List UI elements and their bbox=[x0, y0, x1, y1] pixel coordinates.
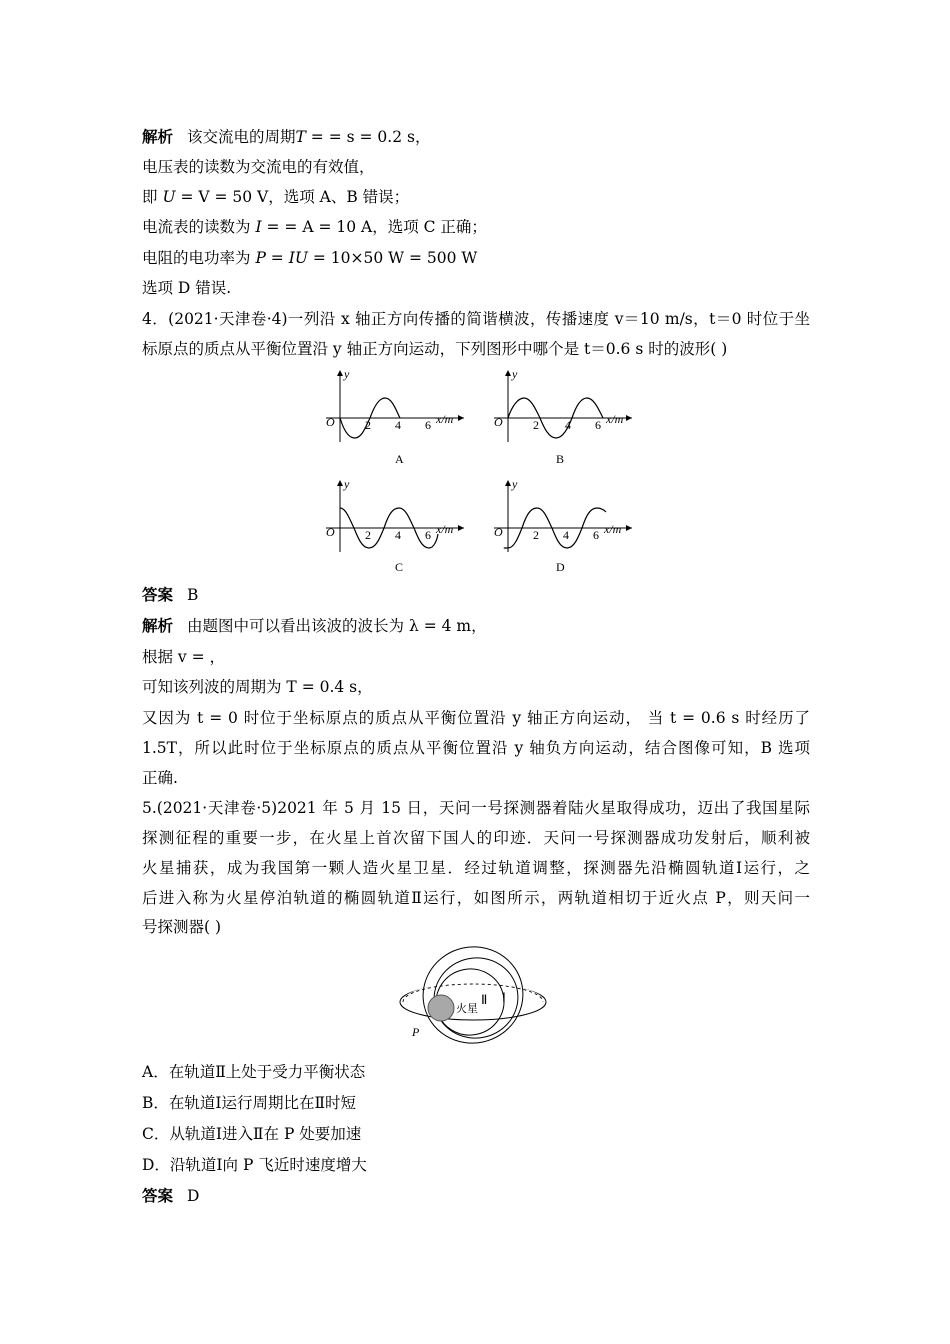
answer-label: 答案 bbox=[142, 1186, 174, 1205]
orbit-diagram bbox=[398, 940, 558, 1055]
l3-rest: = V = 50 V，选项 A、B 错误； bbox=[175, 188, 410, 206]
option-c: C．从轨道Ⅰ进入Ⅱ在 P 处要加速 bbox=[142, 1125, 362, 1143]
solution3-line6: 选项 D 错误. bbox=[142, 279, 232, 297]
origin-label: O bbox=[494, 415, 503, 429]
tick-label: 6 bbox=[593, 528, 599, 542]
option-b: B．在轨道Ⅰ运行周期比在Ⅱ时短 bbox=[142, 1094, 357, 1112]
wave-graph-b bbox=[486, 366, 636, 446]
solution3-text-rest: = = s = 0.2 s， bbox=[305, 128, 431, 146]
y-arrow bbox=[505, 370, 511, 376]
y-label: y bbox=[512, 477, 518, 491]
solution4-line3: 可知该列波的周期为 T = 0.4 s， bbox=[142, 678, 373, 696]
solution3-line3 bbox=[142, 187, 409, 207]
l5-rest: = 10×50 W = 500 W bbox=[307, 249, 478, 267]
point-p-label: P bbox=[412, 1025, 420, 1039]
var-I: I bbox=[255, 218, 262, 236]
question5-line5: 号探测器( ) bbox=[142, 918, 222, 936]
tick-label: 2 bbox=[365, 418, 371, 432]
l4-pre: 电流表的读数为 bbox=[142, 218, 256, 236]
graph-label-b: B bbox=[556, 452, 565, 466]
mars-label: 火星 bbox=[456, 1002, 478, 1015]
question4-line1: 4．(2021·天津卷·4)一列沿 x 轴正方向传播的简谐横波，传播速度 v＝10 m/s，t＝0 时位于坐 bbox=[142, 310, 810, 328]
y-label: y bbox=[512, 367, 518, 381]
tick-label: 2 bbox=[533, 418, 539, 432]
question5-line1: 5.(2021·天津卷·5)2021 年 5 月 15 日，天问一号探测器着陆火星取得成功，迈出了我国星际 bbox=[142, 799, 810, 817]
solution4-line4: 又因为 t = 0 时位于坐标原点的质点从平衡位置沿 y 轴正方向运动， 当 t = 0.6 s 时经历了 bbox=[142, 709, 810, 727]
wave-graph-a bbox=[318, 366, 468, 446]
solution3-line4 bbox=[142, 217, 487, 237]
answer4-line bbox=[142, 585, 198, 605]
wave-graph-c bbox=[318, 476, 468, 556]
mars-planet bbox=[428, 995, 454, 1021]
answer-value: B bbox=[187, 586, 199, 604]
x-label: x/m bbox=[436, 522, 454, 536]
option-a: A．在轨道Ⅱ上处于受力平衡状态 bbox=[142, 1063, 366, 1081]
option-d: D．沿轨道Ⅰ向 P 飞近时速度增大 bbox=[142, 1156, 367, 1174]
x-label: x/m bbox=[604, 522, 622, 536]
x-arrow bbox=[458, 415, 464, 421]
tick-label: 6 bbox=[425, 418, 431, 432]
question5-line2: 探测征程的重要一步，在火星上首次留下国人的印迹．天问一号探测器成功发射后，顺利被 bbox=[142, 829, 810, 847]
l5-mid: = bbox=[265, 249, 289, 267]
answer-label: 答案 bbox=[142, 585, 174, 604]
solution3-line2: 电压表的读数为交流电的有效值， bbox=[142, 158, 375, 176]
origin-label: O bbox=[326, 525, 335, 539]
tick-label: 4 bbox=[395, 418, 401, 432]
wave-graph-d bbox=[486, 476, 636, 556]
solution4-line5: 1.5T，所以此时位于坐标原点的质点从平衡位置沿 y 轴负方向运动，结合图像可知，B 选项 bbox=[142, 739, 810, 757]
var-U: U bbox=[162, 188, 176, 206]
graph-label-d: D bbox=[556, 560, 565, 574]
tick-label: 4 bbox=[395, 528, 401, 542]
solution-label: 解析 bbox=[142, 616, 174, 635]
var-T: T bbox=[295, 128, 306, 146]
tick-label: 2 bbox=[365, 528, 371, 542]
answer-value: D bbox=[187, 1187, 200, 1205]
graph-label-c: C bbox=[395, 560, 404, 574]
graph-label-a: A bbox=[395, 452, 404, 466]
orbit-1-label: Ⅰ bbox=[502, 990, 506, 1005]
y-label: y bbox=[344, 367, 350, 381]
origin-label: O bbox=[494, 525, 503, 539]
solution4-line2: 根据 v = ， bbox=[142, 648, 226, 666]
tick-label: 2 bbox=[533, 528, 539, 542]
solution-label: 解析 bbox=[142, 127, 174, 146]
var-IU: IU bbox=[288, 249, 308, 267]
var-P: P bbox=[255, 249, 266, 267]
solution4-line1 bbox=[142, 616, 487, 636]
x-arrow bbox=[626, 415, 632, 421]
solution3-line5 bbox=[142, 248, 477, 268]
solution3-line1 bbox=[142, 127, 430, 147]
x-label: x/m bbox=[436, 412, 454, 426]
tick-label: 4 bbox=[563, 528, 569, 542]
x-arrow bbox=[626, 525, 632, 531]
tick-label: 6 bbox=[595, 418, 601, 432]
orbit-2-label: Ⅱ bbox=[481, 992, 488, 1007]
orbit-1 bbox=[414, 940, 532, 1052]
question5-line3: 火星捕获，成为我国第一颗人造火星卫星．经过轨道调整，探测器先沿椭圆轨道Ⅰ运行，之 bbox=[142, 859, 810, 877]
solution3-text: 该交流电的周期 bbox=[187, 128, 296, 146]
question5-line4: 后进入称为火星停泊轨道的椭圆轨道Ⅱ运行，如图所示，两轨道相切于近火点 P，则天问一 bbox=[142, 889, 810, 907]
y-arrow bbox=[337, 370, 343, 376]
l4-rest: = = A = 10 A，选项 C 正确； bbox=[261, 218, 487, 236]
solution4-text: 由题图中可以看出该波的波长为 λ = 4 m， bbox=[187, 617, 487, 635]
x-arrow bbox=[458, 525, 464, 531]
tick-label: 6 bbox=[425, 528, 431, 542]
answer5-line bbox=[142, 1186, 199, 1206]
y-arrow bbox=[505, 480, 511, 486]
origin-label: O bbox=[326, 415, 335, 429]
y-label: y bbox=[344, 477, 350, 491]
y-arrow bbox=[337, 480, 343, 486]
question4-line2: 标原点的质点从平衡位置沿 y 轴正方向运动，下列图形中哪个是 t＝0.6 s 时的波形( ) bbox=[142, 340, 728, 358]
solution4-line6: 正确. bbox=[142, 769, 178, 787]
l5-pre: 电阻的电功率为 bbox=[142, 249, 256, 267]
x-label: x/m bbox=[606, 412, 624, 426]
l3-pre: 即 bbox=[142, 188, 163, 206]
tick-label: 4 bbox=[565, 418, 571, 432]
